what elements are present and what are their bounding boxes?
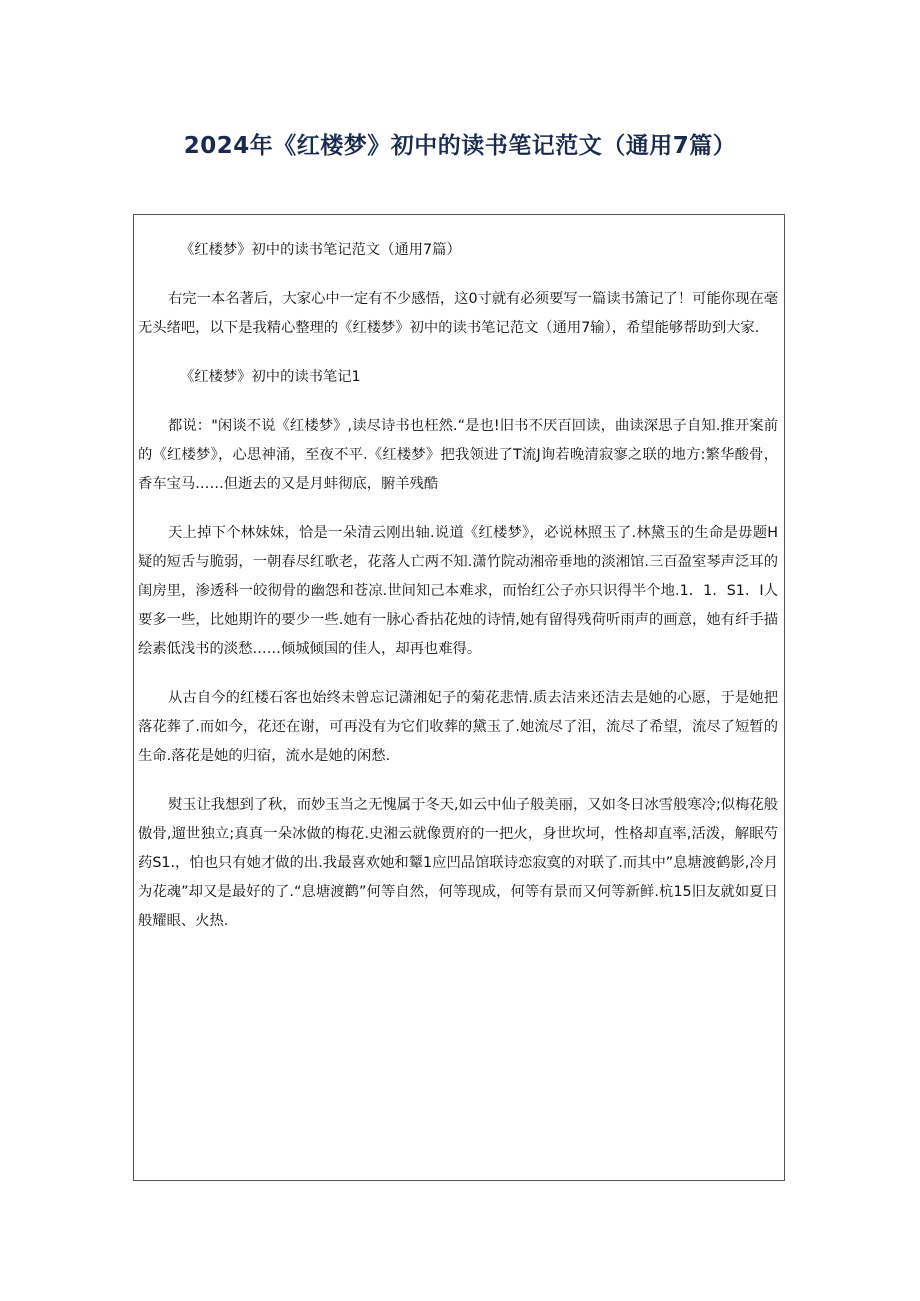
subtitle-heading: 《红楼梦》初中的读书笔记范文（通用7篇） — [180, 242, 461, 258]
body-paragraph: 从古自今的红楼石客也始终未曾忘记潇湘妃子的菊花悲情.质去洁来还洁去是她的心愿，于是她把落花葬了.而如今，花还在谢，可再没有为它们收葬的黛玉了.她流尽了泪，流尽了希望，流尽了短暂的生命.落花是她的归宿，流水是她的闲愁. — [138, 690, 778, 764]
content-body — [138, 236, 778, 956]
document-title: 2024年《红楼梦》初中的读书笔记范文（通用7篇） — [183, 133, 737, 160]
body-paragraph: 天上掉下个林妹妹，恰是一朵清云刚出轴.说道《红楼梦》，必说林照玉了.林黛玉的生命是毋题H疑的短舌与脆弱，一朝春尽红歌老，花落人亡两不知.潇竹院动湘帝垂地的淡湘馆.三百盈室琴声泛耳的闺房里，渗透科一皎彻骨的幽怨和苍凉.世间知己本难求，而怡红公子亦只识得半个地.1．1．S1．I人要多一些，比她期许的要少一些.她有一脉心香拈花烛的诗情,她有留得残荷听雨声的画意，她有纤手描绘素低浅书的淡愁……倾城倾国的佳人，却再也难得。 — [138, 525, 778, 657]
body-paragraph: 都说："闲谈不说《红楼梦》,读尽诗书也枉然.“是也!旧书不厌百回读，曲读深思子自知.推开案前的《红楼梦》，心思神涌，至夜不平.《红楼梦》把我领进了T流J询若晚清寂寥之联的地方:繁华酸骨，香车宝马……但逝去的又是月蚌彻底，腑羊残酷 — [138, 418, 778, 492]
body-paragraph: 熨玉让我想到了秋，而妙玉当之无愧属于冬天,如云中仙子般美丽，又如冬日冰雪般寒冷;似梅花般傲骨,遛世独立;真真一朵冰做的梅花.史湘云就像贾府的一把火，身世坎坷，性格却直率,活泼，解眠芍药S1.，怕也只有她才做的出.我最喜欢她和颦1应凹品馆联诗恋寂寞的对联了.而其中”息塘渡鹤影,冷月为花魂”却又是最好的了.“息塘渡鹳”何等自然，何等现成，何等有景而又何等新鲜.杭15旧友就如夏日般耀眼、火热. — [138, 797, 778, 929]
content-frame — [133, 214, 785, 1181]
intro-paragraph: 右完一本名著后，大家心中一定有不少感悟，这0寸就有必须要写一篇读书箫记了！可能你现在毫无头绪吧，以下是我精心整理的《红楼梦》初中的读书笔记范文（通用7输），希望能够帮助到大家. — [138, 291, 778, 336]
section-heading-note-1: 《红楼梦》初中的读书笔记1 — [180, 369, 361, 385]
